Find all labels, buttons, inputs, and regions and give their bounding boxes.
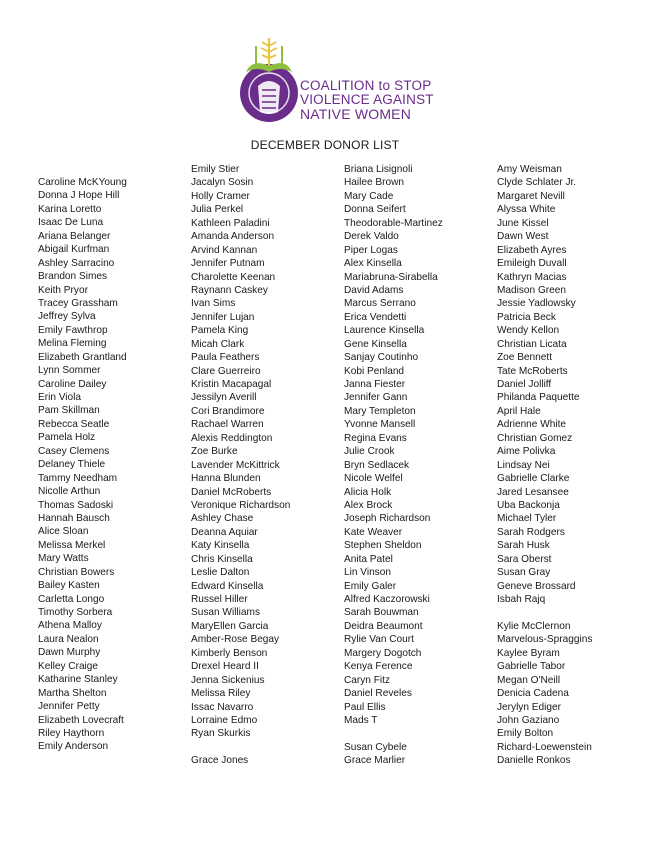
donor-name: Mary Templeton <box>344 405 416 417</box>
donor-name: Derek Valdo <box>344 231 399 243</box>
donor-name: Ivan Sims <box>191 298 236 310</box>
donor-name: Sara Oberst <box>497 553 552 565</box>
donor-name: Charolette Keenan <box>191 271 276 283</box>
donor-name: Russel Hiller <box>191 594 248 605</box>
donor-name: Emileigh Duvall <box>497 258 567 270</box>
donor-column-1 <box>38 176 127 754</box>
donor-name: Emily Anderson <box>38 741 109 753</box>
donor-name: Tate McRoberts <box>497 365 568 377</box>
donor-name: Jerylyn Ediger <box>497 701 561 713</box>
donor-name: Ashley Chase <box>191 513 254 525</box>
donor-name: Jacalyn Sosin <box>191 177 254 189</box>
donor-name: Karina Loretto <box>38 203 102 215</box>
donor-name: Hannah Bausch <box>38 512 110 524</box>
donor-name: Julie Crook <box>344 446 395 458</box>
donor-name: Carletta Longo <box>38 593 105 605</box>
donor-name: Caroline McKYoung <box>38 177 127 188</box>
donor-name <box>344 727 443 740</box>
donor-name: Gabrielle Tabor <box>497 661 566 673</box>
donor-column-3 <box>344 163 443 768</box>
donor-name: Drexel Heard II <box>191 661 259 673</box>
donor-name: Ashley Sarracino <box>38 257 115 269</box>
donor-name: Kimberly Benson <box>191 647 268 659</box>
donor-name: Daniel Reveles <box>344 688 412 700</box>
donor-name: Caroline Dailey <box>38 378 107 390</box>
donor-name: Elizabeth Ayres <box>497 244 567 256</box>
donor-name: Lorraine Edmo <box>191 714 258 726</box>
donor-name: Tammy Needham <box>38 472 118 484</box>
donor-name: Briana Lisignoli <box>344 164 413 175</box>
donor-name: Uba Backonja <box>497 499 560 511</box>
donor-name: Sarah Husk <box>497 540 550 552</box>
donor-name: Kathleen Paladini <box>191 217 270 229</box>
donor-name: Dawn West <box>497 231 549 243</box>
donor-name: Holly Cramer <box>191 190 250 202</box>
donor-name: Yvonne Mansell <box>344 419 416 431</box>
donor-name: Erin Viola <box>38 392 82 403</box>
donor-name: Grace Marlier <box>344 755 406 767</box>
donor-name: Clyde Schlater Jr. <box>497 177 577 189</box>
donor-name: Pamela Holz <box>38 432 96 444</box>
donor-name <box>191 741 290 754</box>
donor-name: Kenya Ference <box>344 661 413 673</box>
donor-name: Sanjay Coutinho <box>344 352 419 364</box>
donor-name: Zoe Bennett <box>497 352 552 364</box>
org-name-line2: VIOLENCE AGAINST <box>300 92 434 107</box>
donor-name: Leslie Dalton <box>191 567 250 579</box>
donor-column-2 <box>191 163 290 768</box>
donor-name: Keith Pryor <box>38 284 88 296</box>
donor-name: Bailey Kasten <box>38 580 100 592</box>
donor-name: Mariabruna-Sirabella <box>344 271 438 283</box>
donor-name: Mads T <box>344 714 378 726</box>
donor-name: Richard-Loewenstein <box>497 741 592 753</box>
donor-name: Daniel Jolliff <box>497 379 552 390</box>
donor-name: Zoe Burke <box>191 446 238 458</box>
donor-name: Jeffrey Sylva <box>38 311 96 323</box>
donor-name: Kristin Macapagal <box>191 379 272 390</box>
donor-name: Elizabeth Lovecraft <box>38 714 124 726</box>
donor-name: Athena Malloy <box>38 620 102 632</box>
donor-name: Denicia Cadena <box>497 688 569 700</box>
donor-name: Arvind Kannan <box>191 244 258 256</box>
donor-name: Geneve Brossard <box>497 580 576 592</box>
donor-name: Gene Kinsella <box>344 338 407 350</box>
donor-name: Jennifer Putnam <box>191 258 265 270</box>
org-name-line1: COALITION to STOP <box>300 78 432 93</box>
donor-name: Susan Williams <box>191 607 260 619</box>
donor-name: MaryEllen Garcia <box>191 620 269 632</box>
donor-name: Riley Haythorn <box>38 727 105 739</box>
donor-name: Casey Clemens <box>38 445 110 457</box>
donor-name: Kathryn Macias <box>497 271 567 283</box>
donor-name: Julia Perkel <box>191 204 244 216</box>
donor-name: Kelley Craige <box>38 660 99 672</box>
donor-name: Emily Bolton <box>497 728 554 740</box>
donor-name: Kate Weaver <box>344 526 403 538</box>
donor-name: Alexis Reddington <box>191 432 273 444</box>
donor-name: Susan Cybele <box>344 741 407 753</box>
donor-name: Abigail Kurfman <box>38 244 110 256</box>
donor-name: Ariana Belanger <box>38 230 111 242</box>
donor-name: Clare Guerreiro <box>191 365 261 377</box>
donor-name: Alice Sloan <box>38 526 89 538</box>
donor-name: Micah Clark <box>191 338 245 350</box>
donor-name: Lynn Sommer <box>38 365 101 377</box>
donor-name: Madison Green <box>497 284 567 296</box>
logo-figure <box>258 81 280 114</box>
donor-name: Tracey Grassham <box>38 297 118 309</box>
org-name-line3: NATIVE WOMEN <box>300 106 412 122</box>
donor-name: June Kissel <box>497 217 549 229</box>
donor-name: Christian Gomez <box>497 432 573 444</box>
donor-name: Megan O'Neill <box>497 674 561 686</box>
donor-name: Kaylee Byram <box>497 647 560 659</box>
donor-name: Katy Kinsella <box>191 540 250 552</box>
donor-name: Paul Ellis <box>344 701 386 713</box>
donor-name: Katharine Stanley <box>38 674 118 686</box>
donor-name: Mary Cade <box>344 190 394 202</box>
donor-name: Margaret Nevill <box>497 190 565 202</box>
donor-name: Pamela King <box>191 325 249 337</box>
donor-name: Alex Kinsella <box>344 258 402 270</box>
donor-name: Amanda Anderson <box>191 231 275 243</box>
donor-name: Sarah Bouwman <box>344 607 419 619</box>
donor-name: Laurence Kinsella <box>344 325 425 337</box>
donor-name: Mary Watts <box>38 553 89 565</box>
donor-name: Thomas Sadoski <box>38 499 114 511</box>
donor-column-4 <box>497 163 592 768</box>
donor-name: Caryn Fitz <box>344 674 390 686</box>
donor-name: Daniel McRoberts <box>191 486 272 498</box>
donor-name: Jessilyn Averill <box>191 392 257 404</box>
donor-name: Melissa Riley <box>191 688 251 700</box>
donor-name: Alfred Kaczorowski <box>344 594 430 605</box>
donor-name: Susan Gray <box>497 567 551 579</box>
donor-name: Jared Lesansee <box>497 486 569 498</box>
donor-name: Melina Fleming <box>38 338 107 350</box>
donor-name: Rachael Warren <box>191 419 264 431</box>
donor-name: Nicole Welfel <box>344 473 403 485</box>
donor-name: Adrienne White <box>497 419 567 431</box>
donor-name: Jessie Yadlowsky <box>497 298 576 310</box>
donor-name: Raynann Caskey <box>191 284 268 296</box>
donor-name: Alyssa White <box>497 204 556 216</box>
donor-name: Jennifer Gann <box>344 392 408 404</box>
donor-name: Kylie McClernon <box>497 620 571 632</box>
donor-name <box>497 606 592 619</box>
donor-name: Issac Navarro <box>191 701 254 713</box>
donor-name: Rylie Van Court <box>344 634 414 646</box>
donor-name: Pam Skillman <box>38 405 100 417</box>
donor-name: Emily Stier <box>191 164 240 175</box>
donor-name: Grace Jones <box>191 755 249 767</box>
donor-name: Lindsay Nei <box>497 459 550 471</box>
donor-name: Chris Kinsella <box>191 553 253 565</box>
donor-name: Emily Galer <box>344 580 397 592</box>
donor-name: Erica Vendetti <box>344 311 407 323</box>
donor-name: Danielle Ronkos <box>497 755 571 767</box>
donor-name: Jennifer Lujan <box>191 311 255 323</box>
donor-name: Donna Seifert <box>344 204 406 216</box>
donor-name: Lin Vinson <box>344 567 391 579</box>
donor-name: Aime Polivka <box>497 446 556 458</box>
donor-name: Hailee Brown <box>344 177 405 189</box>
donor-name: Melissa Merkel <box>38 539 106 551</box>
donor-name: Dawn Murphy <box>38 647 101 659</box>
donor-name: Alicia Holk <box>344 486 392 498</box>
donor-name: Marcus Serrano <box>344 298 416 310</box>
donor-name: Deidra Beaumont <box>344 620 423 632</box>
donor-name: Timothy Sorbera <box>38 607 113 618</box>
donor-name: Stephen Sheldon <box>344 540 422 552</box>
donor-name: April Hale <box>497 405 541 417</box>
donor-name: Anita Patel <box>344 553 393 565</box>
donor-name: Amy Weisman <box>497 164 562 175</box>
donor-name: Lavender McKittrick <box>191 459 280 471</box>
donor-name: Elizabeth Grantland <box>38 351 127 363</box>
donor-name: Deanna Aquiar <box>191 526 258 538</box>
donor-name: John Gaziano <box>497 714 560 726</box>
donor-name: Jennifer Petty <box>38 701 100 713</box>
donor-name: Laura Nealon <box>38 633 99 645</box>
donor-name: Paula Feathers <box>191 352 260 364</box>
donor-name: Nicolle Arthun <box>38 486 101 498</box>
donor-name: Rebecca Seatle <box>38 418 110 430</box>
donor-name: Amber-Rose Begay <box>191 634 280 646</box>
donor-name: David Adams <box>344 284 404 296</box>
donor-name: Margery Dogotch <box>344 647 422 659</box>
page-title: DECEMBER DONOR LIST <box>250 138 400 152</box>
donor-name: Christian Bowers <box>38 566 115 578</box>
donor-name: Donna J Hope Hill <box>38 190 120 202</box>
donor-name: Sarah Rodgers <box>497 526 565 538</box>
donor-name: Marvelous-Spraggins <box>497 634 593 646</box>
donor-name: Kobi Penland <box>344 365 405 377</box>
donor-name: Isbah Rajq <box>497 594 546 605</box>
donor-name: Theodorable-Martinez <box>344 217 443 229</box>
donor-name: Janna Fiester <box>344 379 406 390</box>
donor-name: Gabrielle Clarke <box>497 473 570 485</box>
org-name <box>300 79 434 121</box>
donor-name: Veronique Richardson <box>191 499 291 511</box>
donor-name: Martha Shelton <box>38 687 107 699</box>
donor-name: Piper Logas <box>344 244 398 256</box>
donor-name: Edward Kinsella <box>191 580 264 592</box>
donor-name: Jenna Sickenius <box>191 674 265 686</box>
donor-name: Cori Brandimore <box>191 405 265 417</box>
donor-name: Isaac De Luna <box>38 217 104 229</box>
donor-name: Joseph Richardson <box>344 513 431 525</box>
donor-name: Patricia Beck <box>497 311 556 323</box>
donor-name: Bryn Sedlacek <box>344 459 410 471</box>
donor-name: Michael Tyler <box>497 513 557 525</box>
donor-name: Brandon Simes <box>38 271 108 283</box>
donor-name: Alex Brock <box>344 499 393 511</box>
donor-name: Christian Licata <box>497 338 567 350</box>
donor-name: Delaney Thiele <box>38 459 106 471</box>
donor-name: Hanna Blunden <box>191 473 261 485</box>
donor-name: Emily Fawthrop <box>38 324 108 336</box>
donor-name: Regina Evans <box>344 432 407 444</box>
donor-name: Wendy Kellon <box>497 325 560 337</box>
donor-name: Philanda Paquette <box>497 392 580 404</box>
donor-name: Ryan Skurkis <box>191 728 251 740</box>
